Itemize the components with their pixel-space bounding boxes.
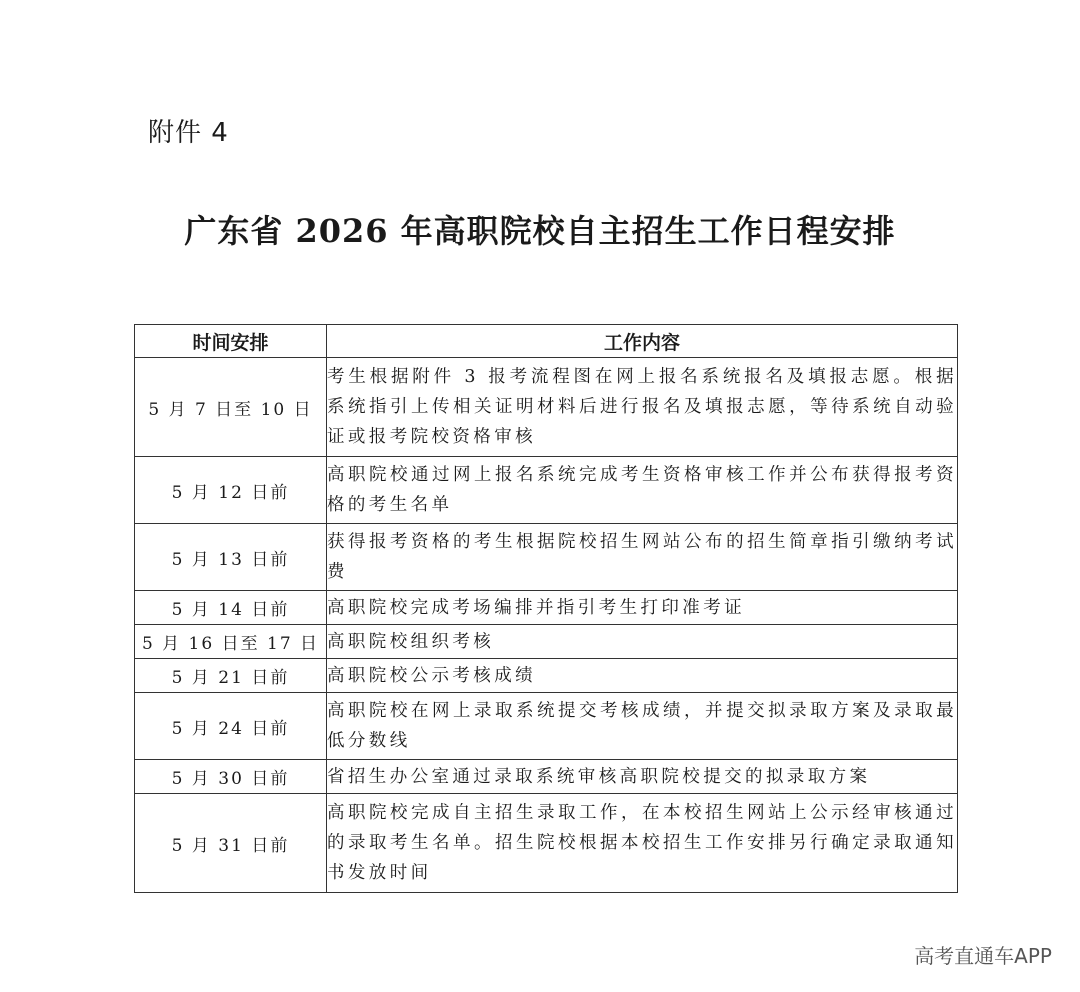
header-time: 时间安排	[135, 325, 327, 358]
table-row	[135, 457, 958, 524]
header-content: 工作内容	[327, 325, 958, 358]
row-time: 5 月 31 日前	[135, 794, 327, 893]
table-row	[135, 591, 958, 625]
table-row	[135, 693, 958, 760]
watermark: 高考直通车APP	[914, 944, 1052, 968]
row-time: 5 月 30 日前	[135, 760, 327, 794]
attachment-label: 附件 4	[148, 118, 229, 148]
row-time: 5 月 7 日至 10 日	[135, 358, 327, 457]
table-row	[135, 760, 958, 794]
row-time: 5 月 24 日前	[135, 693, 327, 760]
row-time: 5 月 12 日前	[135, 457, 327, 524]
table-row	[135, 659, 958, 693]
row-content: 省招生办公室通过录取系统审核高职院校提交的拟录取方案	[327, 760, 958, 794]
row-content: 获得报考资格的考生根据院校招生网站公布的招生简章指引缴纳考试费	[327, 524, 958, 591]
row-content: 高职院校在网上录取系统提交考核成绩，并提交拟录取方案及录取最低分数线	[327, 693, 958, 760]
table-row	[135, 524, 958, 591]
table-row	[135, 625, 958, 659]
table-header-row	[135, 325, 958, 358]
row-content: 高职院校组织考核	[327, 625, 958, 659]
schedule-table	[134, 324, 958, 893]
table-row	[135, 358, 958, 457]
table-row	[135, 794, 958, 893]
row-time: 5 月 16 日至 17 日	[135, 625, 327, 659]
row-time: 5 月 13 日前	[135, 524, 327, 591]
row-content: 高职院校公示考核成绩	[327, 659, 958, 693]
document-title: 广东省 2026 年高职院校自主招生工作日程安排	[184, 212, 896, 250]
row-time: 5 月 21 日前	[135, 659, 327, 693]
row-content: 高职院校完成自主招生录取工作，在本校招生网站上公示经审核通过的录取考生名单。招生院校根据本校招生工作安排另行确定录取通知书发放时间	[327, 794, 958, 893]
row-time: 5 月 14 日前	[135, 591, 327, 625]
row-content: 考生根据附件 3 报考流程图在网上报名系统报名及填报志愿。根据系统指引上传相关证明材料后进行报名及填报志愿，等待系统自动验证或报考院校资格审核	[327, 358, 958, 457]
row-content: 高职院校通过网上报名系统完成考生资格审核工作并公布获得报考资格的考生名单	[327, 457, 958, 524]
row-content: 高职院校完成考场编排并指引考生打印准考证	[327, 591, 958, 625]
